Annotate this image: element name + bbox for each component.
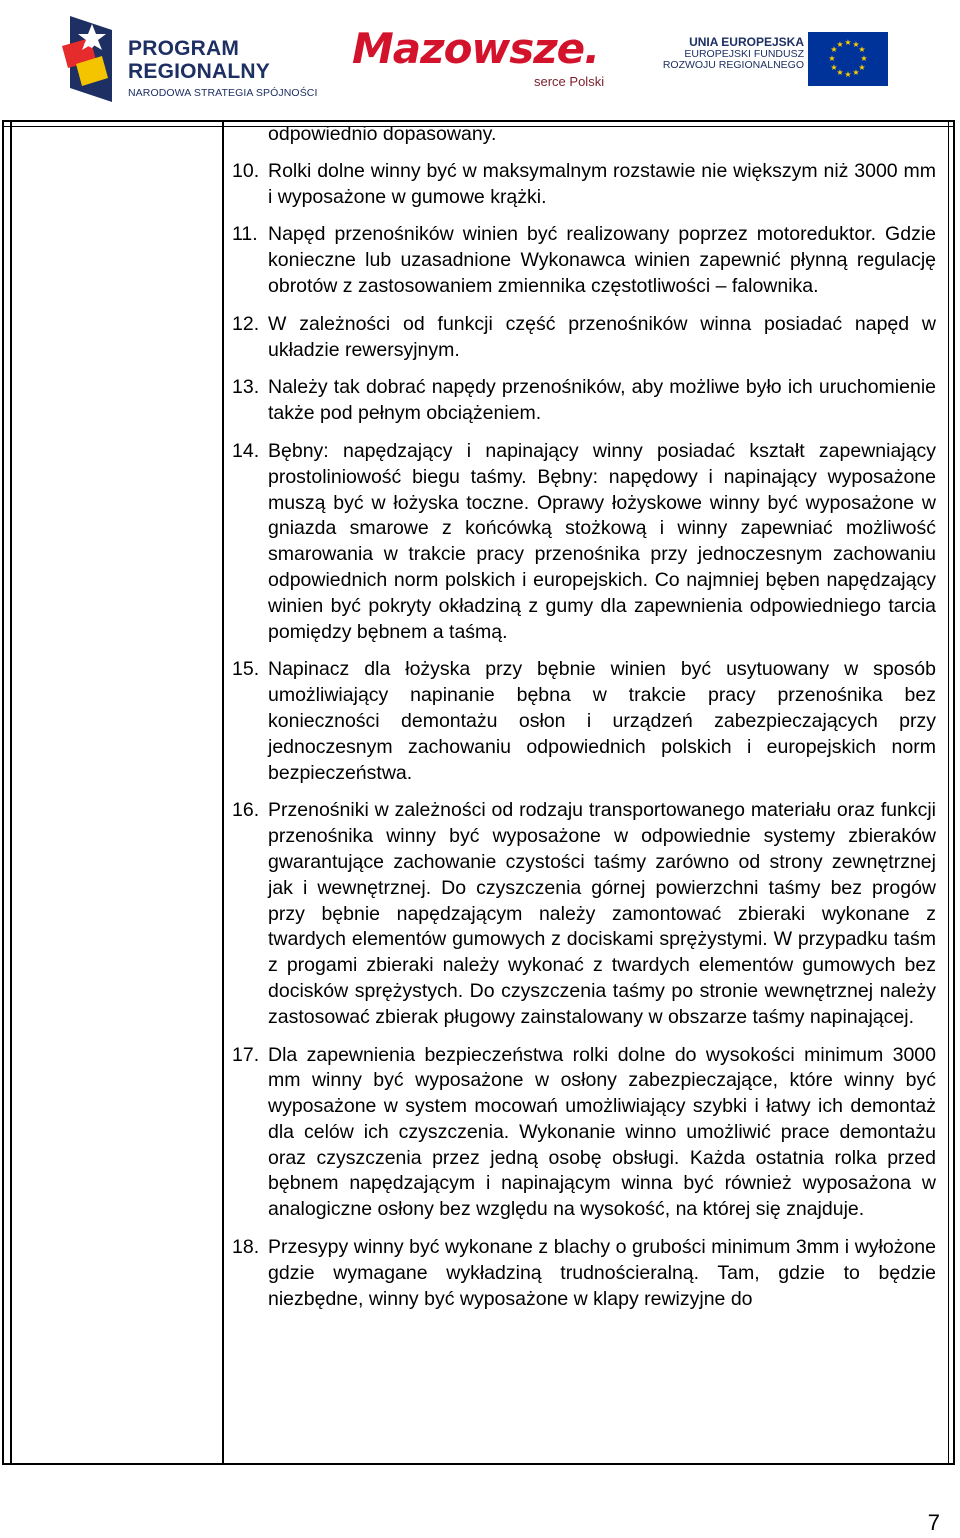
item-number: 12. <box>232 312 260 335</box>
item-number: 18. <box>232 1236 260 1259</box>
svg-text:★: ★ <box>830 45 838 54</box>
svg-text:★: ★ <box>828 54 836 63</box>
svg-text:★: ★ <box>836 68 844 77</box>
svg-text:★: ★ <box>852 68 860 77</box>
page-header <box>0 0 960 118</box>
list-item <box>232 657 936 786</box>
table-left-inner-line <box>10 122 12 1463</box>
item-text: Przesypy winny być wykonane z blachy o grubości minimum 3mm i wyłożone gdzie wymagane wykładziną trudnościeralną. Tam, gdzie to będzie niezbędne, winny być wyposażone w klapy rewizyjne do <box>268 1236 936 1310</box>
item-number: 14. <box>232 439 260 462</box>
item-text: Napęd przenośników winien być realizowany poprzez motoreduktor. Gdzie konieczne lub uzasadnione Wykonawca winien zapewnić płynną regulację obrotów z zastosowaniem zmiennika częstotliwości – falownika. <box>268 223 936 297</box>
item-number: 13. <box>232 376 260 399</box>
program-regionalny-logo <box>62 16 322 102</box>
svg-text:★: ★ <box>844 38 852 47</box>
mazowsze-tagline: serce Polski <box>534 74 605 89</box>
eu-line-2: EUROPEJSKI FUNDUSZ <box>684 47 804 60</box>
item-text: Dla zapewnienia bezpieczeństwa rolki dolne do wysokości minimum 3000 mm winny być wyposażone w osłony zabezpieczające, które winny być wyposażone w system mocowań umożliwiający szybki i łatwy ich demontaż dla celów ich czyszczenia. Wykonanie winno umożliwić prace demontażu oraz czyszczenia przez jedną osobę obsługi. Każda ostatnia rolka przed bębnem napędzającym i napinającym winna być również wyposażona w analogiczne osłony bez względu na wysokość, na której się znajduje. <box>268 1043 936 1221</box>
program-line-3: NARODOWA STRATEGIA SPÓJNOŚCI <box>128 87 318 99</box>
item-text: Napinacz dla łożyska przy bębnie winien być usytuowany w sposób umożliwiający napinanie bębna w trakcie pracy przenośnika bez konieczności demontażu osłon i urządzeń zabezpieczających przy jednoczesnym zachowaniu odpowiednich polskich i europejskich norm bezpieczeństwa. <box>268 658 936 784</box>
program-line-1: PROGRAM <box>128 37 240 60</box>
svg-text:★: ★ <box>836 40 844 49</box>
continuation-text: odpowiednio dopasowany. <box>268 123 497 145</box>
item-text: W zależności od funkcji część przenośników winna posiadać napęd w układzie rewersyjnym. <box>268 312 936 361</box>
item-text: Rolki dolne winny być w maksymalnym rozstawie nie większym niż 3000 mm i wyposażone w gumowe krążki. <box>268 159 936 208</box>
svg-text:★: ★ <box>858 45 866 54</box>
requirements-list <box>232 159 936 1313</box>
eu-line-1: UNIA EUROPEJSKA <box>689 35 804 49</box>
svg-text:★: ★ <box>830 63 838 72</box>
eu-line-3: ROZWOJU REGIONALNEGO <box>662 59 804 72</box>
item-number: 11. <box>232 223 258 246</box>
eu-logo <box>662 32 892 88</box>
list-item <box>232 798 936 1030</box>
svg-text:★: ★ <box>852 40 860 49</box>
list-item <box>232 1043 936 1224</box>
list-item <box>232 312 936 364</box>
mazowsze-logo <box>352 26 622 92</box>
table-column-divider <box>222 122 224 1463</box>
item-text: Bębny: napędzający i napinający winny posiadać kształt zapewniający prostoliniowość biegu taśmy. Bębny: napędowy i napinający wyposażone muszą być w łożyska toczne. Oprawy łożyskowe winny być wyposażone w gniazda smarowe z końcówką stożkową i winny zapewniać możliwość smarowania w trakcie pracy przenośnika przy jednoczesnym zachowaniu odpowiednich norm polskich i europejskich. Co najmniej bęben napędzający winien być pokryty okładziną z gumy dla zapewnienia odpowiedniego tarcia pomiędzy bębnem a taśmą. <box>268 439 936 643</box>
item-text: Należy tak dobrać napędy przenośników, aby możliwe było ich uruchomienie także pod pełnym obciążeniem. <box>268 376 936 425</box>
page-number: 7 <box>927 1510 940 1535</box>
list-item <box>232 1235 936 1312</box>
program-regionalny-emblem-icon <box>62 16 120 102</box>
svg-text:★: ★ <box>858 63 866 72</box>
program-line-2: REGIONALNY <box>128 60 271 83</box>
item-text: Przenośniki w zależności od rodzaju transportowanego materiału oraz funkcji przenośnika winny być wyposażone w odpowiednie systemy zbieraków gwarantujące zachowanie czystości taśmy zarówno od strony zewnętrznej jak i wewnętrznej. Do czyszczenia górnej powierzchni taśmy bez progów przy bębnie napędzającym należy zamontować zbieraki wykonane z twardych elementów gumowych z dociskami sprężystymi. W przypadku taśm z progami zbieraki należy wykonać z twardych elementów gumowych bez docisków sprężystych. Do czyszczenia taśmy po stronie wewnętrznej należy zastosować zbierak pługowy zainstalowany w obszarze taśmy napinającej. <box>268 799 936 1028</box>
list-item <box>232 159 936 211</box>
item-number: 17. <box>232 1043 260 1066</box>
svg-text:★: ★ <box>860 54 868 63</box>
eu-flag-icon <box>808 32 888 86</box>
table-right-inner-line <box>948 122 949 1463</box>
item-number: 16. <box>232 799 260 822</box>
svg-text:★: ★ <box>844 70 852 79</box>
item-number: 15. <box>232 658 260 681</box>
list-item <box>232 222 936 299</box>
list-item <box>232 439 936 645</box>
list-item <box>232 375 936 427</box>
specification-text <box>232 122 936 1312</box>
item-number: 10. <box>232 159 260 182</box>
mazowsze-wordmark: Mazowsze. <box>352 24 600 73</box>
